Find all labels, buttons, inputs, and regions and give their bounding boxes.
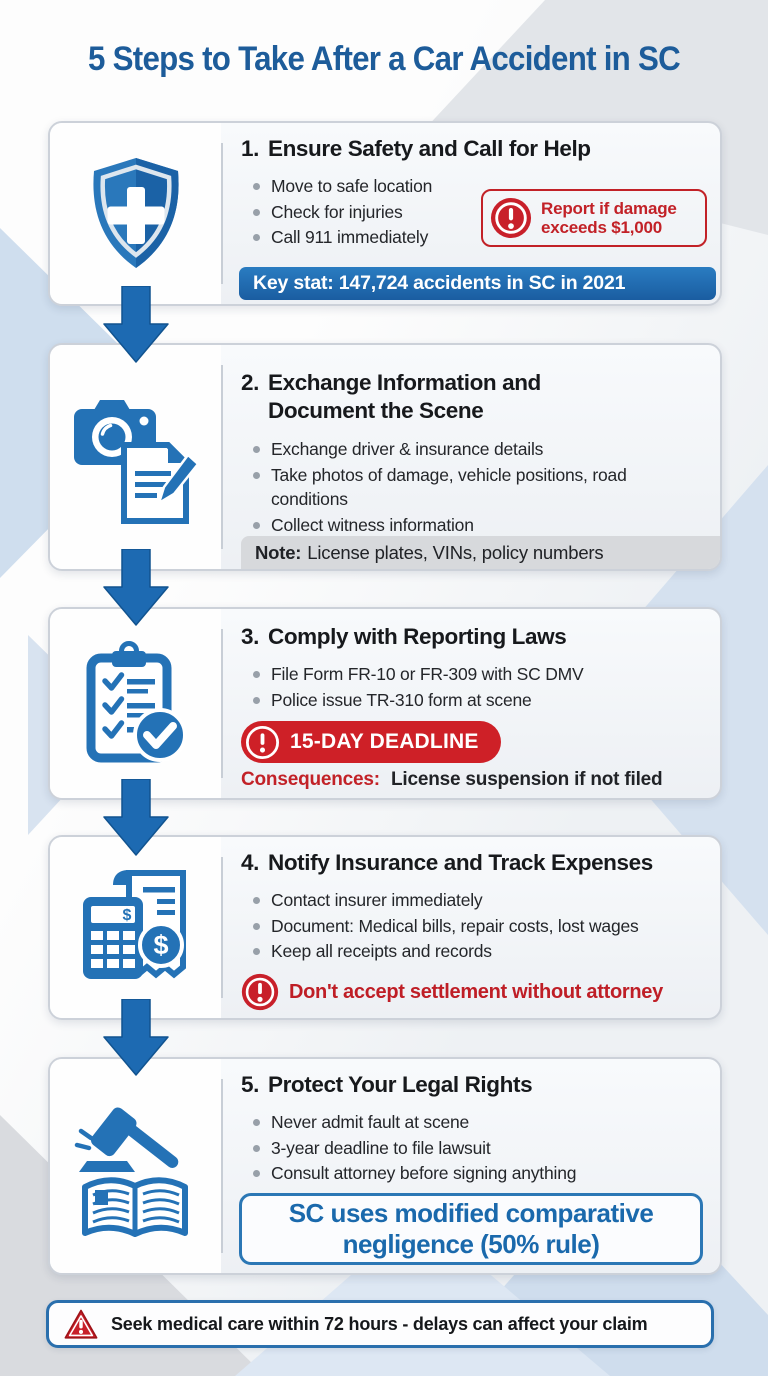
bullet-dot [253, 1145, 260, 1152]
step-number: 2. [241, 370, 259, 395]
gavel-book-icon [73, 1087, 199, 1245]
step-1-icon-area [50, 123, 221, 304]
bullet-dot [253, 697, 260, 704]
step-number: 1. [241, 136, 259, 161]
svg-text:$: $ [152, 929, 169, 960]
step-1-bullets [241, 174, 486, 250]
step-title-text: Protect Your Legal Rights [267, 1072, 533, 1097]
bullet-dot [253, 446, 260, 453]
bullet-text: File Form FR-10 or FR-309 with SC DMV [271, 664, 584, 684]
bullet-dot [253, 948, 260, 955]
bullet-item [253, 513, 661, 538]
consequences-line [241, 769, 662, 791]
bullet-dot [253, 1119, 260, 1126]
bullet-text: Never admit fault at scene [271, 1112, 470, 1132]
step-card-4 [48, 835, 722, 1020]
bullet-dot [253, 923, 260, 930]
bullet-dot [253, 234, 260, 241]
bullet-text: Contact insurer immediately [271, 890, 483, 910]
bullet-item [253, 463, 661, 512]
alert-circle-icon [245, 725, 280, 760]
page-title: 5 Steps to Take After a Car Accident in SC [88, 40, 680, 78]
down-arrow-icon [102, 779, 170, 857]
step-2-content [223, 345, 712, 538]
step-5-content [223, 1059, 712, 1187]
step-number: 4. [241, 850, 259, 875]
bullet-item [253, 914, 704, 939]
step-number: 3. [241, 624, 259, 649]
step-card-5 [48, 1057, 722, 1275]
bullet-item [253, 437, 661, 462]
bullet-item [253, 939, 704, 964]
consequences-text: License suspension if not filed [390, 769, 663, 790]
step-5-heading [241, 1071, 704, 1099]
step-2-icon-area [50, 345, 221, 569]
step-2-heading [241, 369, 704, 425]
calculator-receipt-icon [77, 865, 195, 991]
bullet-item [253, 888, 704, 913]
down-arrow-icon [102, 999, 170, 1077]
damage-report-text: Report if damage exceeds $1,000 [541, 199, 677, 237]
step-3-content [223, 609, 712, 713]
bullet-text: Consult attorney before signing anything [271, 1163, 577, 1183]
step-card-1 [48, 121, 722, 306]
note-banner [241, 536, 720, 569]
down-arrow-icon [102, 549, 170, 627]
step-1-heading [241, 135, 704, 163]
step-5-bullets [241, 1110, 704, 1186]
bullet-dot [253, 897, 260, 904]
bullet-item [253, 1161, 704, 1186]
note-label: Note: [255, 541, 302, 563]
bullet-text: Take photos of damage, vehicle positions, road conditions [271, 464, 627, 509]
bullet-item [253, 200, 486, 225]
damage-report-badge [481, 189, 707, 247]
bullet-dot [253, 671, 260, 678]
bullet-text: Document: Medical bills, repair costs, lost wages [271, 915, 639, 936]
step-title-text: Notify Insurance and Track Expenses [267, 850, 653, 875]
step-title-text: Comply with Reporting Laws [267, 624, 567, 649]
step-3-bullets [241, 662, 704, 712]
step-3-icon-area [50, 609, 221, 798]
bullet-item [253, 225, 486, 250]
step-4-heading [241, 849, 704, 877]
bullet-item [253, 1136, 704, 1161]
step-title-text: Ensure Safety and Call for Help [267, 136, 591, 161]
settlement-warning [241, 973, 663, 1011]
bullet-dot [253, 209, 260, 216]
step-4-icon-area [50, 837, 221, 1018]
bullet-text: Keep all receipts and records [271, 941, 492, 961]
bullet-text: Exchange driver & insurance details [271, 439, 544, 459]
step-5-icon-area [50, 1059, 221, 1273]
bullet-item [253, 688, 704, 713]
camera-document-icon [72, 383, 200, 531]
step-4-bullets [241, 888, 704, 964]
bullet-dot [253, 522, 260, 529]
alert-circle-icon [241, 973, 279, 1011]
bullet-text: 3-year deadline to file lawsuit [271, 1137, 491, 1158]
bullet-text: Check for injuries [271, 201, 403, 222]
step-3-heading [241, 623, 704, 651]
medical-care-text: Seek medical care within 72 hours - delays can affect your claim [111, 1313, 648, 1334]
alert-circle-icon [490, 197, 532, 239]
negligence-rule-text: SC uses modified comparative negligence (50% rule) [288, 1198, 654, 1259]
step-card-2 [48, 343, 722, 571]
deadline-text: 15-DAY DEADLINE [290, 730, 479, 753]
clipboard-checklist-icon [81, 641, 191, 767]
bullet-dot [253, 1170, 260, 1177]
down-arrow-icon [102, 286, 170, 364]
step-title-text: Exchange Information and Document the Scene [267, 370, 541, 423]
bullet-text: Collect witness information [271, 514, 474, 535]
step-4-content [223, 837, 712, 965]
bullet-text: Call 911 immediately [271, 227, 429, 247]
bullet-dot [253, 183, 260, 190]
deadline-badge [241, 721, 501, 763]
step-card-3 [48, 607, 722, 800]
bullet-item [253, 174, 486, 199]
negligence-rule-box [239, 1193, 703, 1265]
medical-care-banner [46, 1300, 714, 1348]
warning-triangle-icon [63, 1308, 99, 1341]
bullet-dot [253, 472, 260, 479]
bullet-item [253, 662, 704, 687]
consequences-label: Consequences: [241, 769, 380, 790]
settlement-warning-text: Don't accept settlement without attorney [289, 980, 663, 1003]
bullet-text: Move to safe location [271, 176, 433, 196]
key-stat-banner: Key stat: 147,724 accidents in SC in 2021 [239, 267, 716, 300]
svg-text:$: $ [122, 906, 131, 924]
step-2-bullets [241, 437, 704, 537]
bullet-text: Police issue TR-310 form at scene [271, 689, 532, 710]
shield-medical-icon [82, 154, 190, 274]
note-text: License plates, VINs, policy numbers [307, 541, 604, 563]
step-number: 5. [241, 1072, 259, 1097]
bullet-item [253, 1110, 704, 1135]
